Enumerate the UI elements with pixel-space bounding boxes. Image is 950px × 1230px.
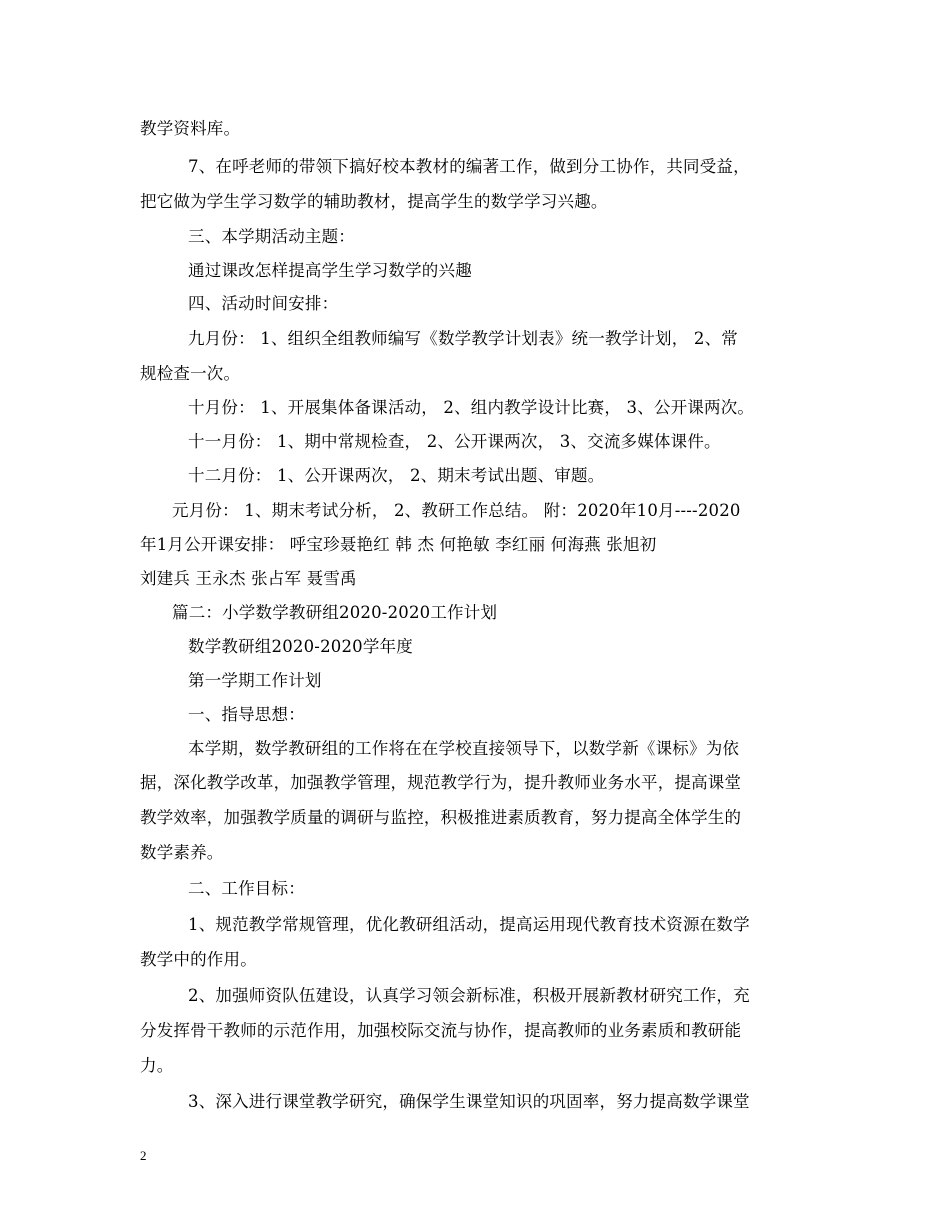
text-line: 年1月公开课安排： 呼宝珍聂艳红 韩 杰 何艳敏 李红丽 何海燕 张旭初	[140, 535, 657, 554]
text-line: 一、指导思想：	[188, 705, 305, 724]
text-line: 据，深化教学改革，加强教学管理，规范教学行为，提升教师业务水平，提高课堂	[140, 773, 742, 792]
text-line: 篇二：小学数学教研组2020-2020工作计划	[172, 603, 498, 622]
text-line: 把它做为学生学习数学的辅助教材，提高学生的数学学习兴趣。	[140, 192, 608, 211]
text-line: 本学期，数学教研组的工作将在在学校直接领导下，以数学新《课标》为依	[188, 739, 740, 758]
text-line: 教学中的作用。	[140, 950, 257, 969]
text-line: 1、规范教学常规管理，优化教研组活动，提高运用现代教育技术资源在数学	[188, 915, 750, 934]
page-number: 2	[140, 1148, 147, 1163]
text-line: 教学效率，加强教学质量的调研与监控，积极推进素质教育，努力提高全体学生的	[140, 808, 742, 827]
text-line: 教学资料库。	[140, 119, 241, 138]
text-line: 十二月份： 1、公开课两次， 2、期末考试出题、审题。	[188, 466, 605, 485]
text-line: 二、工作目标：	[188, 879, 305, 898]
text-line: 四、活动时间安排：	[188, 294, 339, 313]
text-line: 九月份： 1、组织全组教师编写《数学教学计划表》统一教学计划， 2、常	[188, 329, 738, 348]
text-line: 刘建兵 王永杰 张占军 聂雪禹	[140, 569, 357, 588]
text-line: 数学素养。	[140, 843, 224, 862]
text-line: 通过课改怎样提高学生学习数学的兴趣	[188, 261, 472, 280]
text-line: 十月份： 1、开展集体备课活动， 2、组内教学设计比赛， 3、公开课两次。	[188, 398, 755, 417]
text-line: 规检查一次。	[140, 364, 241, 383]
text-line: 2、加强师资队伍建设，认真学习领会新标准，积极开展新教材研究工作，充	[188, 986, 750, 1005]
text-line: 数学教研组2020-2020学年度	[188, 637, 413, 656]
text-line: 力。	[140, 1056, 174, 1075]
text-line: 第一学期工作计划	[188, 671, 322, 690]
text-line: 3、深入进行课堂教学研究，确保学生课堂知识的巩固率，努力提高数学课堂	[188, 1092, 750, 1111]
text-line: 7、在呼老师的带领下搞好校本教材的编著工作，做到分工协作，共同受益，	[188, 157, 750, 176]
text-line: 十一月份： 1、期中常规检查， 2、公开课两次， 3、交流多媒体课件。	[188, 432, 721, 451]
text-line: 三、本学期活动主题：	[188, 227, 355, 246]
text-line: 元月份： 1、期末考试分析， 2、教研工作总结。 附：2020年10月----2020	[172, 501, 741, 520]
text-line: 分发挥骨干教师的示范作用，加强校际交流与协作，提高教师的业务素质和教研能	[140, 1021, 742, 1040]
